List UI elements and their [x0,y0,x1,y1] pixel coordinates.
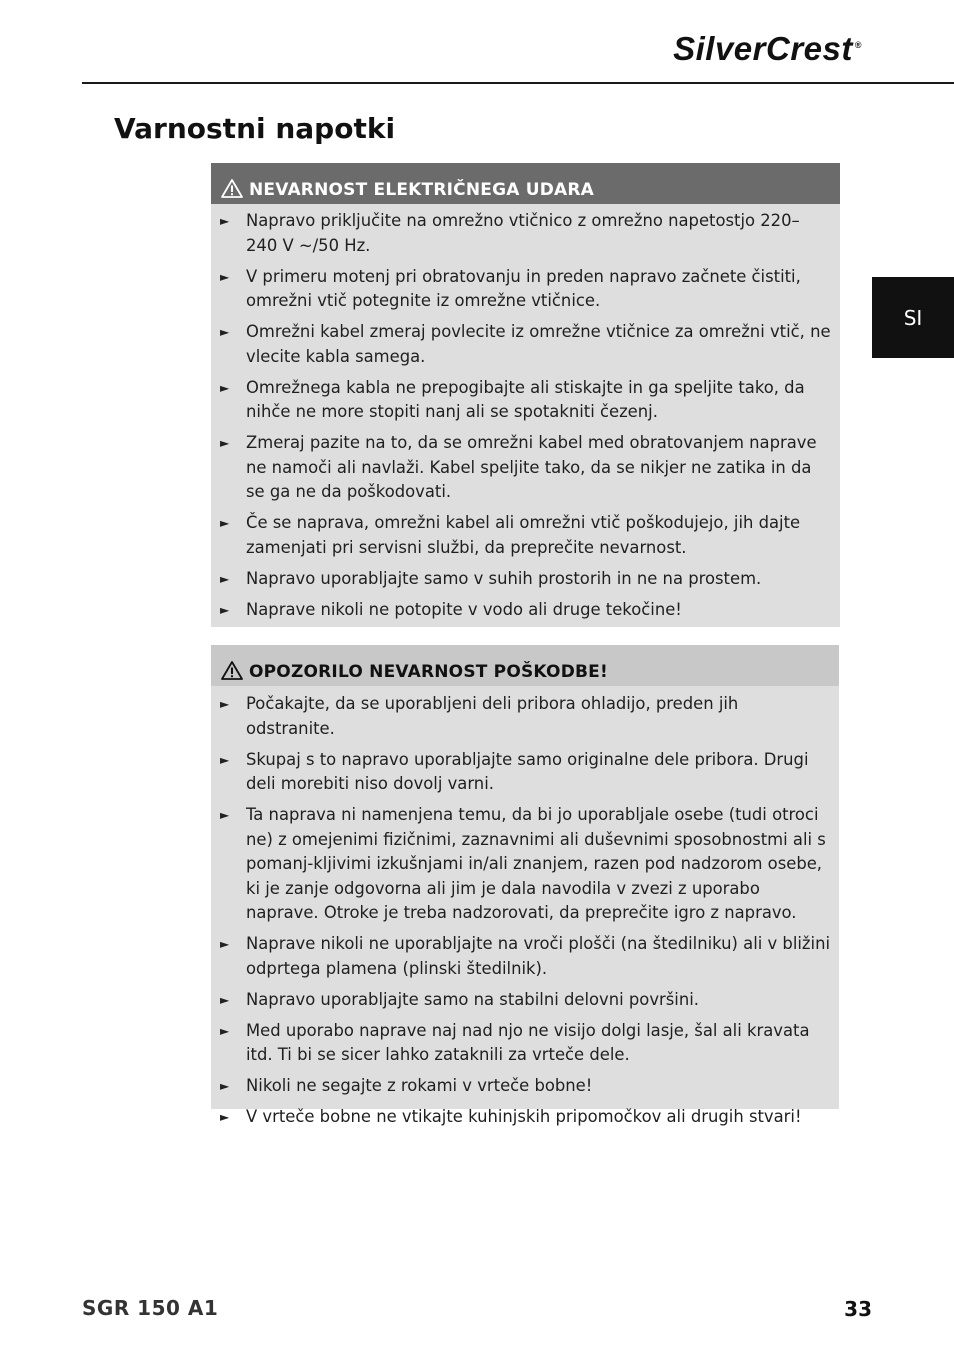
list-item-text: Skupaj s to napravo uporabljajte samo originalne dele pribora. Drugi deli morebiti niso dovolj varni. [246,749,809,793]
list-item-text: V vrteče bobne ne vtikajte kuhinjskih pripomočkov ali drugih stvari! [246,1107,802,1126]
warning-triangle-icon [221,179,243,198]
list-item-text: V primeru motenj pri obratovanju in preden napravo začnete čistiti, omrežni vtič potegnite iz omrežne vtičnice. [246,266,801,310]
arrow-bullet-icon: ► [220,214,230,228]
registered-mark: ® [854,40,862,50]
arrow-bullet-icon: ► [220,436,230,450]
list-item [211,748,839,797]
list-item-text: Omrežnega kabla ne prepogibajte ali stiskajte in ga speljite tako, da nihče ne more stopiti nanj ali se spotakniti čezenj. [246,377,805,421]
section-header-text: OPOZORILO NEVARNOST POŠKODBE! [249,662,608,682]
warning-list [211,204,840,622]
list-item [211,511,840,560]
list-item [211,376,840,425]
arrow-bullet-icon: ► [220,269,230,284]
language-tab-label: SI [903,305,923,330]
arrow-bullet-icon: ► [220,571,230,586]
warning-list [211,686,839,1130]
list-item [211,803,839,926]
list-item [211,567,840,592]
list-item-text: Naprave nikoli ne potopite v vodo ali druge tekočine! [246,599,682,619]
list-item-text: Napravo uporabljajte samo v suhih prostorih in ne na prostem. [246,568,762,588]
arrow-bullet-icon: ► [220,697,230,711]
list-item-text: Omrežni kabel zmeraj povlecite iz omrežne vtičnice za omrežni vtič, ne vlecite kabla samega. [246,322,831,366]
list-item [211,1105,839,1130]
arrow-bullet-icon: ► [220,516,230,530]
list-item [211,265,840,314]
arrow-bullet-icon: ► [220,752,230,767]
list-item [211,932,839,981]
arrow-bullet-icon: ► [220,1023,230,1038]
arrow-bullet-icon: ► [220,325,230,339]
list-item [211,320,840,369]
list-item [211,431,840,505]
arrow-bullet-icon: ► [220,1110,230,1124]
list-item-text: Med uporabo naprave naj nad njo ne visijo dolgi lasje, šal ali kravata itd. Ti bi se sicer lahko zataknili za vrteče dele. [246,1020,810,1064]
injury-warning-section [211,645,839,1126]
arrow-bullet-icon: ► [220,808,230,822]
list-item [211,692,839,741]
brand-logo [673,32,862,65]
header-rule [82,82,954,84]
list-item-text: Nikoli ne segajte z rokami v vrteče bobne! [246,1076,593,1095]
brand-logo-text: SilverCrest [673,30,853,67]
list-item-text: Ta naprava ni namenjena temu, da bi jo uporabljale osebe (tudi otroci ne) z omejenimi fizičnimi, zaznavnimi ali duševnimi sposobnostmi ali s pomanj-kljivimi izkušnjami in/ali znanjem, razen pod nadzorom osebe, ki je zanje odgovorna ali jim je dala navodila v zvezi z uporabo naprave. Otroke je treba nadzorovati, da preprečite igro z napravo. [246,805,826,922]
section-header-text: NEVARNOST ELEKTRIČNEGA UDARA [249,180,595,200]
list-item-text: Zmeraj pazite na to, da se omrežni kabel med obratovanjem naprave ne namoči ali navlaži. Kabel speljite tako, da se nikjer ne zatika in da se ga ne da poškodovati. [246,433,817,501]
warning-triangle-icon [221,661,243,680]
arrow-bullet-icon: ► [220,1079,230,1093]
arrow-bullet-icon: ► [220,937,230,951]
list-item-text: Počakajte, da se uporabljeni deli pribora ohladijo, preden jih odstranite. [246,694,739,738]
list-item-text: Napravo uporabljajte samo na stabilni delovni površini. [246,989,700,1009]
arrow-bullet-icon: ► [220,992,230,1007]
list-item [211,988,839,1013]
language-tab [872,277,954,358]
page-number: 33 [844,1297,872,1321]
electric-shock-warning-section [211,163,840,627]
list-item [211,598,840,623]
page-title: Varnostni napotki [114,112,396,145]
arrow-bullet-icon: ► [220,602,230,617]
list-item-text: Če se naprava, omrežni kabel ali omrežni vtič poškodujejo, jih dajte zamenjati pri servisni službi, da preprečite nevarnost. [246,513,801,557]
section-header [211,163,840,204]
list-item [211,1074,839,1099]
list-item-text: Napravo priključite na omrežno vtičnico z omrežno napetostjo 220– 240 V ~/50 Hz. [246,211,800,255]
list-item-text: Naprave nikoli ne uporabljajte na vroči plošči (na štedilniku) ali v bližini odprtega plamena (plinski štedilnik). [246,934,831,978]
list-item [211,1019,839,1068]
section-header [211,645,839,686]
list-item [211,209,840,258]
arrow-bullet-icon: ► [220,380,230,395]
model-number: SGR 150 A1 [82,1296,219,1320]
